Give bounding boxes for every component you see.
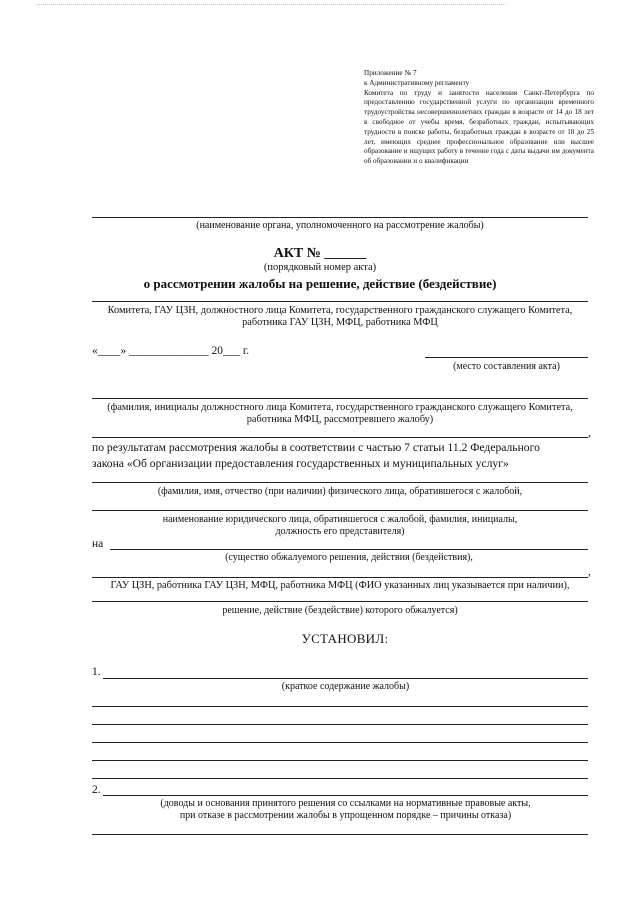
results-line-2: закона «Об организации предоставления государственных и муниципальных услуг» [92,457,509,470]
item-2-caption-1: (доводы и основания принятого решения со ссылками на нормативные правовые акты, [160,798,531,809]
decision-line [110,549,588,550]
applicant-line [92,482,588,483]
official-line [92,398,588,399]
item-2-line [103,795,588,796]
staff-caption: ГАУ ЦЗН, работника ГАУ ЦЗН, МФЦ, работника МФЦ (ФИО указанных лиц указывается при наличии), [110,580,570,591]
official-caption-2: работника МФЦ, рассмотревшего жалобу) [246,414,434,425]
committee-caption-1: Комитета, ГАУ ЦЗН, должностного лица Комитета, государственного гражданского служащего Комитета, [107,305,573,316]
staff-line [92,577,588,578]
appendix-note [364,69,594,167]
item-1-blank-line-1 [92,706,588,707]
appendix-number: Приложение № 7 [364,69,417,77]
comma-mark-2: , [588,566,591,578]
results-line-1: по результатам рассмотрения жалобы в соответствии с частью 7 статьи 11.2 Федерального [92,441,540,454]
comma-mark: , [588,427,591,439]
item-1-line [103,678,588,679]
appendix-regulation: к Административному регламенту [364,78,470,87]
appealed-caption: решение, действие (бездействие) которого обжалуется) [222,605,458,616]
on-label: на [92,538,104,550]
appendix-text: Комитета по труду и занятости населения Санкт-Петербурга по предоставлению государственной услуги по организации временного трудоустройства несовершеннолетних граждан в возрасте от 14 до 18 лет в свободное от учебы время, безработных граждан, испытывающих трудности в поиске работы, безработных граждан в возрасте от 18 до 25 лет, имеющих среднее профессиональное образование или высшее образование и ищущих работу в течение года с даты выдачи им документа об образовании и о квалификации [364,88,594,166]
legal-entity-line [92,510,588,511]
committee-caption-2: работника ГАУ ЦЗН, МФЦ, работника МФЦ [242,317,438,328]
authority-caption: (наименование органа, уполномоченного на рассмотрение жалобы) [196,220,484,231]
item-1-number: 1. [92,666,101,678]
act-number-caption: (порядковый номер акта) [263,262,377,273]
applicant-caption: (фамилия, имя, отчество (при наличии) физического лица, обратившегося с жалобой, [157,486,523,497]
item-1-blank-line-2 [92,724,588,725]
act-title: АКТ № ______ [273,246,367,261]
appealed-line [92,601,588,602]
item-2-number: 2. [92,784,101,796]
established-heading: УСТАНОВИЛ: [301,631,389,646]
item-2-caption-2: при отказе в рассмотрении жалобы в упрощенном порядке – причины отказа) [179,810,512,821]
legal-caption-1: наименование юридического лица, обратившегося с жалобой, фамилия, инициалы, [162,514,518,525]
item-1-blank-line-5 [92,778,588,779]
authority-line [92,217,588,218]
place-caption: (место составления акта) [453,361,560,372]
act-subtitle: о рассмотрении жалобы на решение, действие (бездействие) [143,276,497,291]
official-caption-1: (фамилия, инициалы должностного лица Комитета, государственного гражданского служащего Комитета, [107,402,573,413]
item-2-blank-line [92,834,588,835]
official-continuation-line [92,437,588,438]
item-1-blank-line-3 [92,742,588,743]
committee-line [92,301,588,302]
item-1-blank-line-4 [92,760,588,761]
date-line: «____» ______________ 20___ г. [92,345,250,357]
decision-caption: (существо обжалуемого решения, действия (бездействия), [225,552,473,563]
scan-artifact-line [36,4,506,8]
legal-caption-2: должность его представителя) [275,526,405,537]
item-1-caption: (краткое содержание жалобы) [281,681,410,692]
place-line [425,357,588,358]
